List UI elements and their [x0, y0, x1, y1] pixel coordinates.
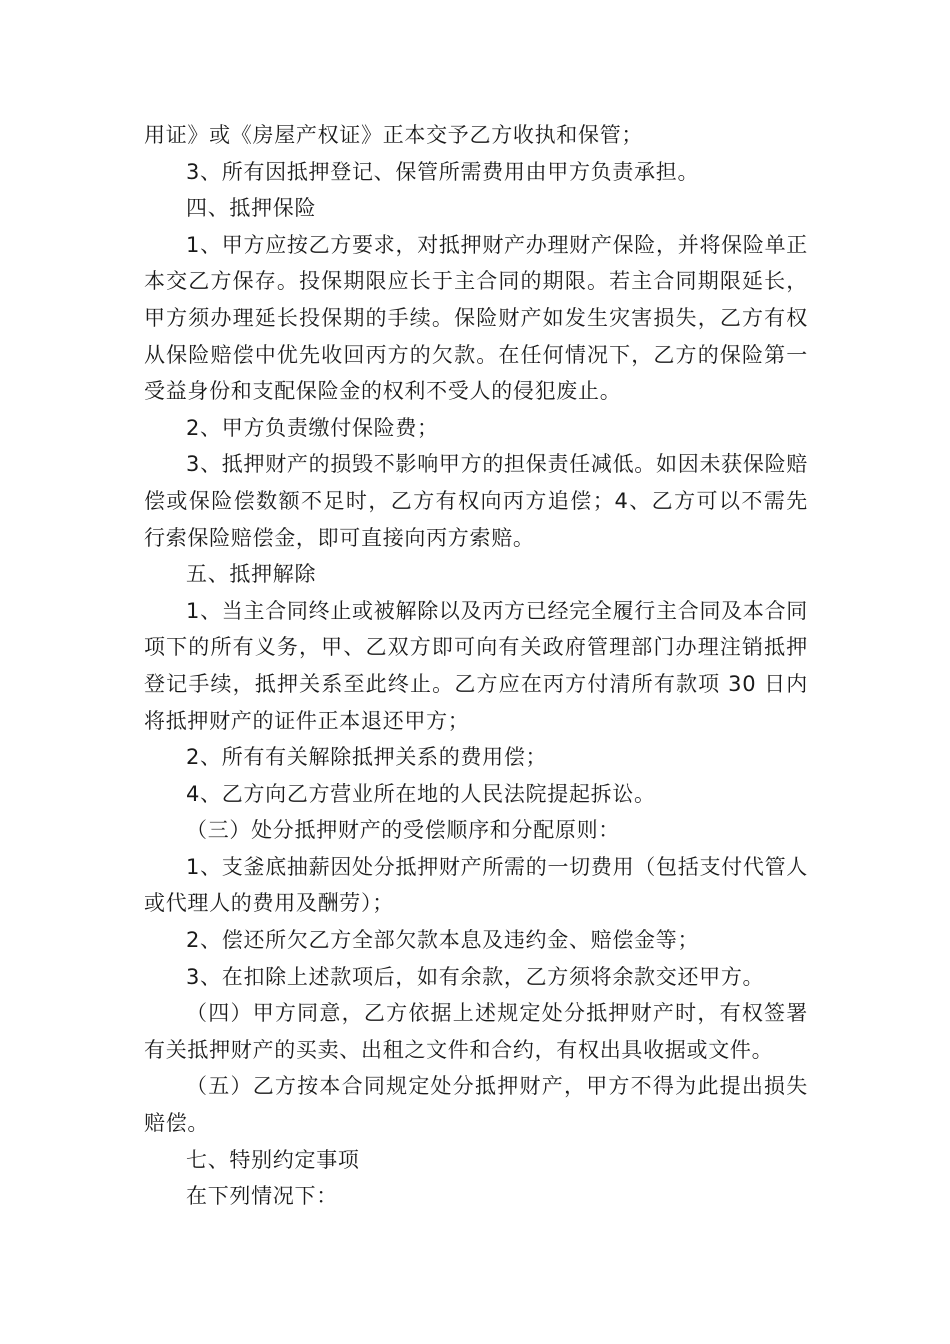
paragraph-13: 3、在扣除上述款项后，如有余款，乙方须将余款交还甲方。 [186, 964, 765, 989]
section-heading-release: 五、抵押解除 [186, 562, 317, 587]
paragraph-17: 在下列情况下： [186, 1184, 338, 1209]
paragraph-14: （四）甲方同意，乙方依据上述规定处分抵押财产时，有权签署有关抵押财产的买卖、出租之文件和合约，有权出具收据或文件。 [144, 1001, 808, 1062]
paragraph-5: 3、抵押财产的损毁不影响甲方的担保责任减低。如因未获保险赔偿或保险偿数额不足时，乙方有权向丙方追偿；4、乙方可以不需先行索保险赔偿金，即可直接向丙方索赔。 [144, 452, 808, 550]
section-heading-insurance: 四、抵押保险 [186, 196, 317, 221]
paragraph-12: 2、偿还所欠乙方全部欠款本息及违约金、赔偿金等； [186, 928, 700, 953]
paragraph-8: 2、所有有关解除抵押关系的费用偿； [186, 745, 548, 770]
document-body [144, 117, 808, 1215]
paragraph-0: 用证》或《房屋产权证》正本交予乙方收执和保管； [144, 123, 644, 147]
paragraph-15: （五）乙方按本合同规定处分抵押财产，甲方不得为此提出损失赔偿。 [144, 1074, 808, 1136]
paragraph-10: （三）处分抵押财产的受偿顺序和分配原则： [186, 818, 620, 843]
paragraph-9: 4、乙方向乙方营业所在地的人民法院提起拆讼。 [186, 781, 656, 806]
paragraph-3: 1、甲方应按乙方要求，对抵押财产办理财产保险，并将保险单正本交乙方保存。投保期限应长于主合同的期限。若主合同期限延长，甲方须办理延长投保期的手续。保险财产如发生灾害损失，乙方有权从保险赔偿中优先收回丙方的欠款。在任何情况下，乙方的保险第一受益身份和支配保险金的权利不受人的侵犯废止。 [144, 232, 808, 404]
paragraph-7: 1、当主合同终止或被解除以及丙方已经完全履行主合同及本合同项下的所有义务，甲、乙双方即可向有关政府管理部门办理注销抵押登记手续，抵押关系至此终止。乙方应在丙方付清所有款项 30 日内将抵押财产的证件正本退还甲方； [144, 598, 808, 733]
paragraph-11: 1、支釜底抽薪因处分抵押财产所需的一切费用（包括支付代管人或代理人的费用及酬劳）； [144, 854, 808, 916]
paragraph-1: 3、所有因抵押登记、保管所需费用由甲方负责承担。 [186, 159, 700, 184]
paragraph-4: 2、甲方负责缴付保险费； [186, 415, 439, 440]
section-heading-special: 七、特别约定事项 [186, 1147, 360, 1172]
